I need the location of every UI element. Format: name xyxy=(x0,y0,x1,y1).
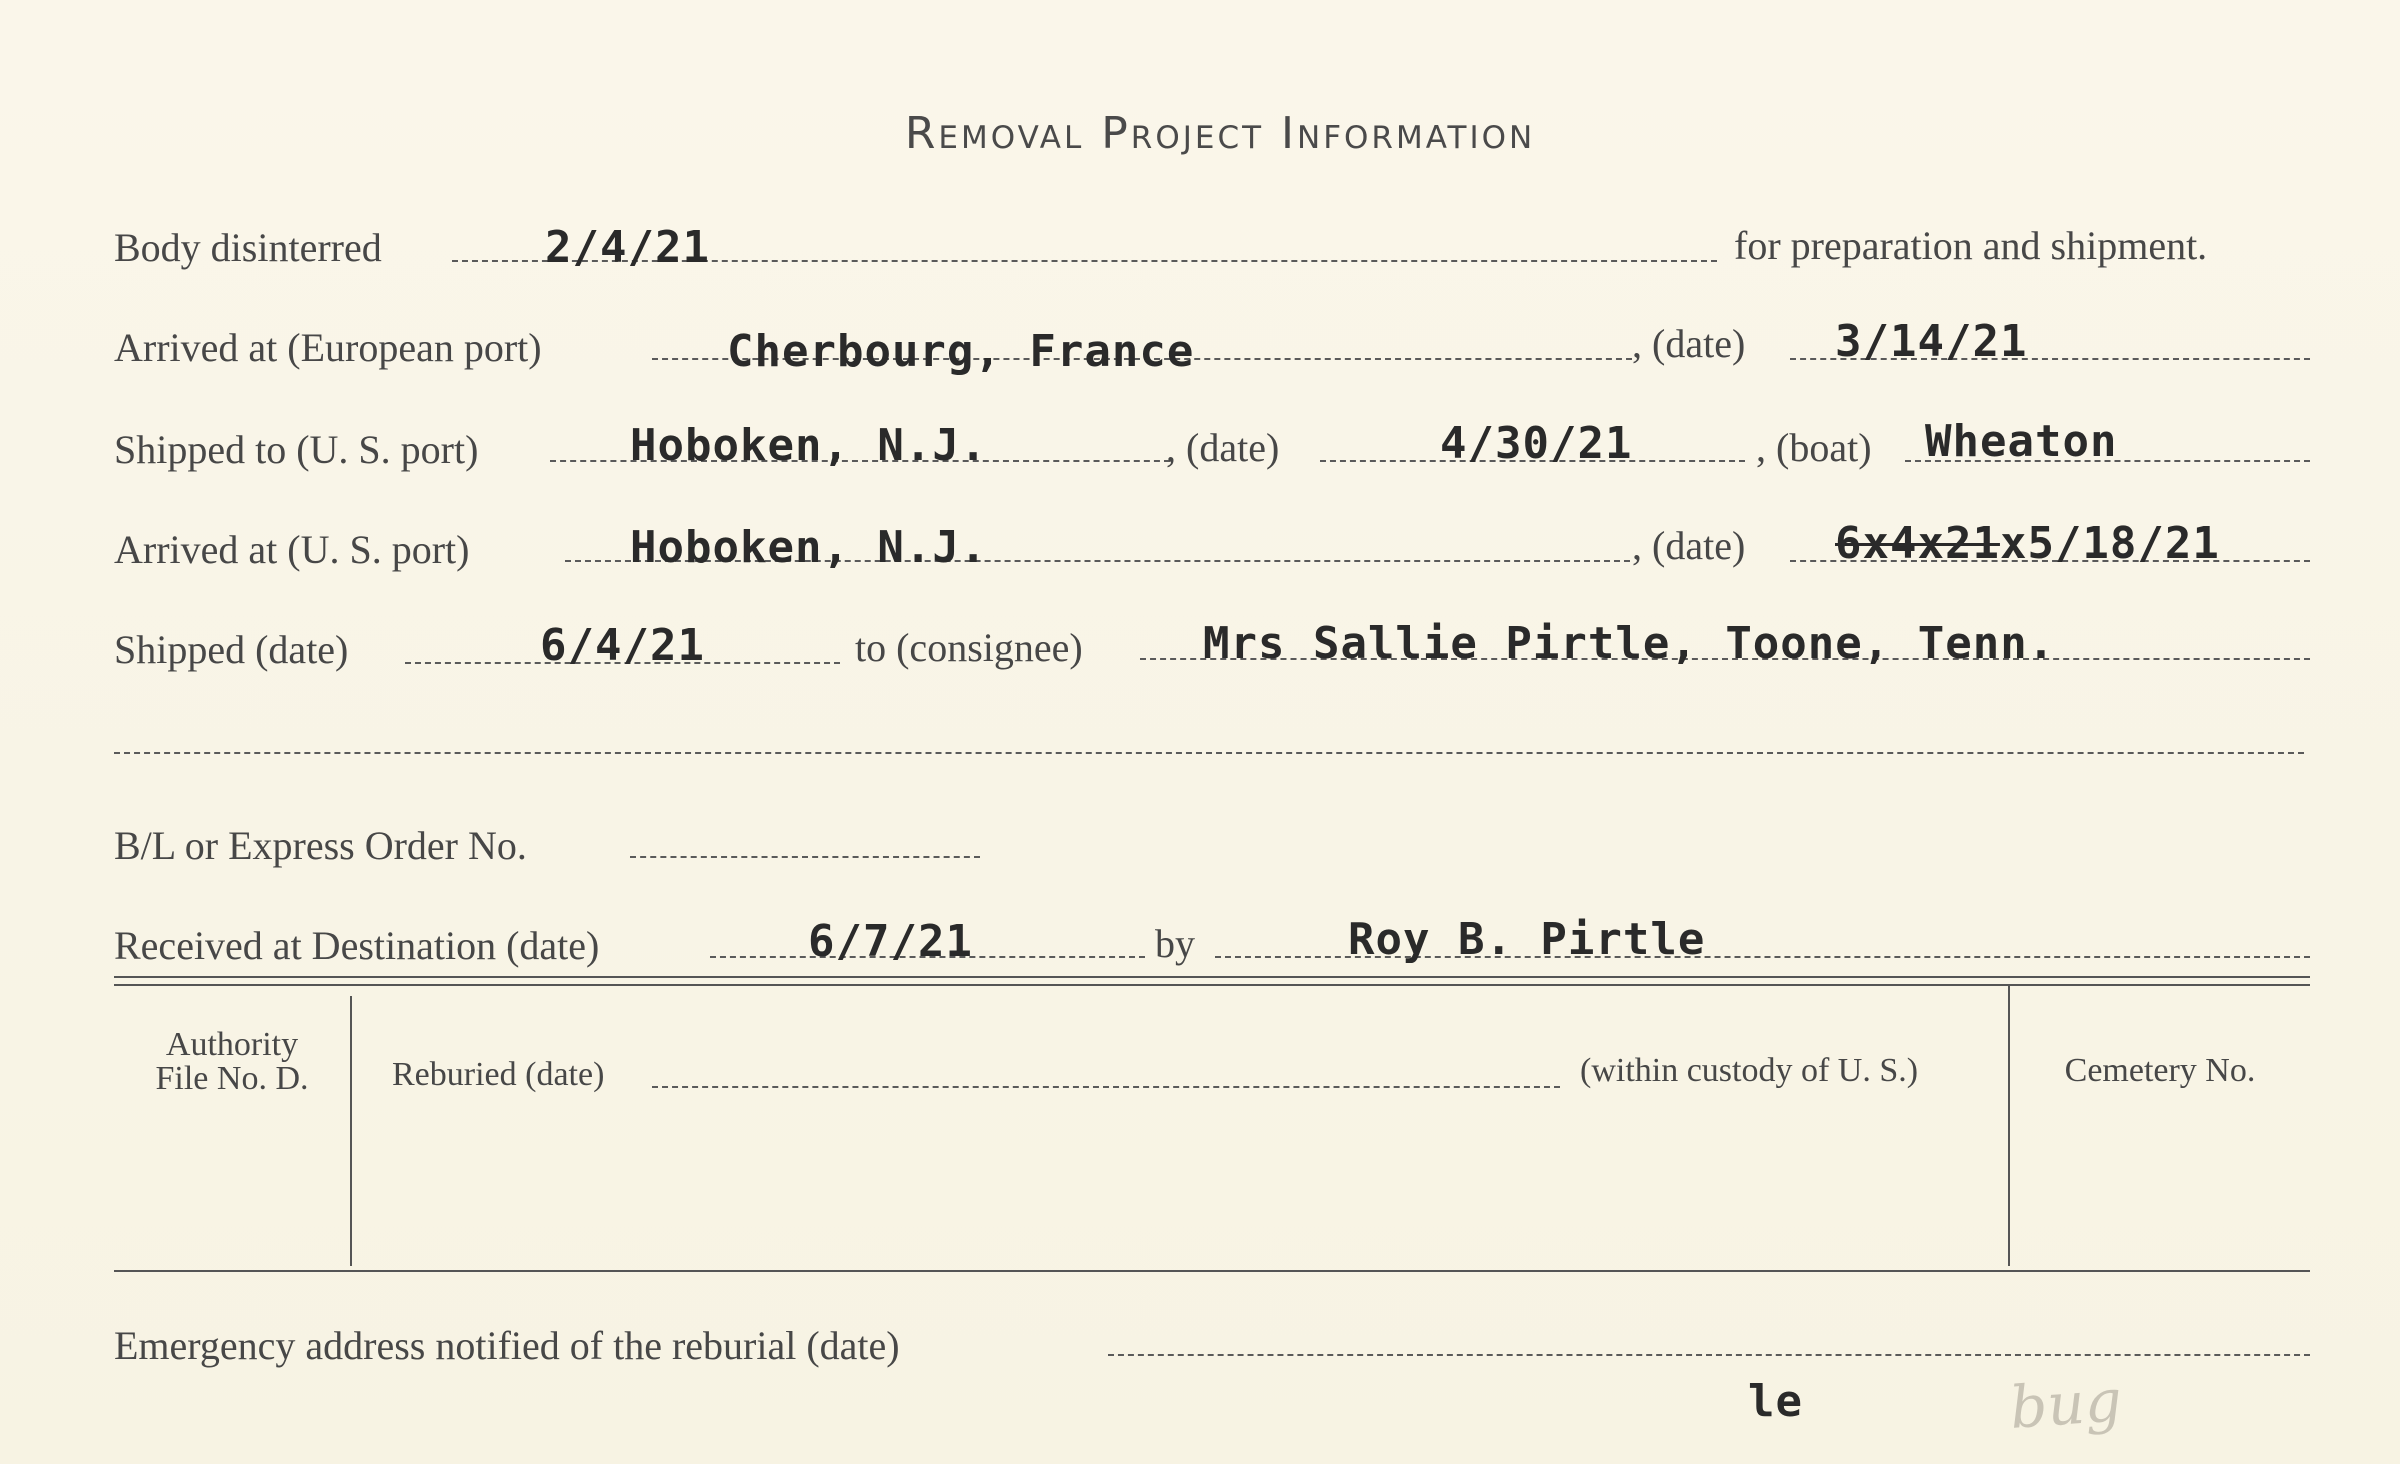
received-date: 6/7/21 xyxy=(808,916,973,967)
emergency-label: Emergency address notified of the reburial (date) xyxy=(114,1323,900,1368)
shipped-us-boat: Wheaton xyxy=(1925,416,2118,467)
table-bottom-rule xyxy=(114,1270,2310,1272)
shipped-date-label: Shipped (date) xyxy=(114,627,349,672)
reburied-label: Reburied (date) xyxy=(392,1056,605,1093)
shipped-us-value: Hoboken, N.J. xyxy=(630,420,988,471)
arrived-european-value: Cherbourg, France xyxy=(727,326,1195,377)
arrived-us-date-struck: 6x4x21 xyxy=(1835,518,2000,569)
table-divider-left xyxy=(350,996,352,1266)
shipped-us-date-label: , (date) xyxy=(1166,425,1280,470)
arrived-us-date-label: , (date) xyxy=(1632,523,1746,568)
arrived-us-date xyxy=(1835,518,2220,569)
consignee-label: to (consignee) xyxy=(855,625,1083,670)
authority-line1: Authority xyxy=(165,1026,299,1063)
received-by-label: by xyxy=(1155,921,1195,966)
consignee-value: Mrs Sallie Pirtle, Toone, Tenn. xyxy=(1203,618,2056,669)
arrived-us-value: Hoboken, N.J. xyxy=(630,522,988,573)
footer-code: le xyxy=(1748,1376,1803,1427)
custody-text: (within custody of U. S.) xyxy=(1580,1052,1919,1089)
reburied-line xyxy=(652,1086,1560,1088)
arrived-us-date-corrected: x5/18/21 xyxy=(1999,518,2220,569)
preparation-shipment-text: for preparation and shipment. xyxy=(1734,223,2208,268)
table-divider-right xyxy=(2008,986,2010,1266)
bl-order-label: B/L or Express Order No. xyxy=(114,823,527,868)
shipped-us-boat-label: , (boat) xyxy=(1756,425,1872,470)
arrived-european-date: 3/14/21 xyxy=(1835,316,2028,367)
received-label: Received at Destination (date) xyxy=(114,923,600,968)
arrived-european-label: Arrived at (European port) xyxy=(114,325,542,370)
authority-line2: File No. D. xyxy=(155,1060,309,1097)
double-rule-top xyxy=(114,976,2310,978)
body-disinterred-label: Body disinterred xyxy=(114,225,382,270)
shipped-us-date: 4/30/21 xyxy=(1440,418,1633,469)
cemetery-label: Cemetery No. xyxy=(2064,1052,2256,1089)
received-by-value: Roy B. Pirtle xyxy=(1348,914,1706,965)
arrived-european-date-label: , (date) xyxy=(1632,321,1746,366)
body-disinterred-value: 2/4/21 xyxy=(545,222,710,273)
emergency-line xyxy=(1108,1354,2310,1356)
bl-order-line xyxy=(630,856,980,858)
double-rule-bottom xyxy=(114,984,2310,986)
blank-line xyxy=(114,752,2304,754)
shipped-date: 6/4/21 xyxy=(540,620,705,671)
pencil-scribble: bug xyxy=(2007,1366,2124,1442)
card-title: Removal Project Information xyxy=(904,108,1536,159)
arrived-us-label: Arrived at (U. S. port) xyxy=(114,527,470,572)
shipped-us-label: Shipped to (U. S. port) xyxy=(114,427,479,472)
